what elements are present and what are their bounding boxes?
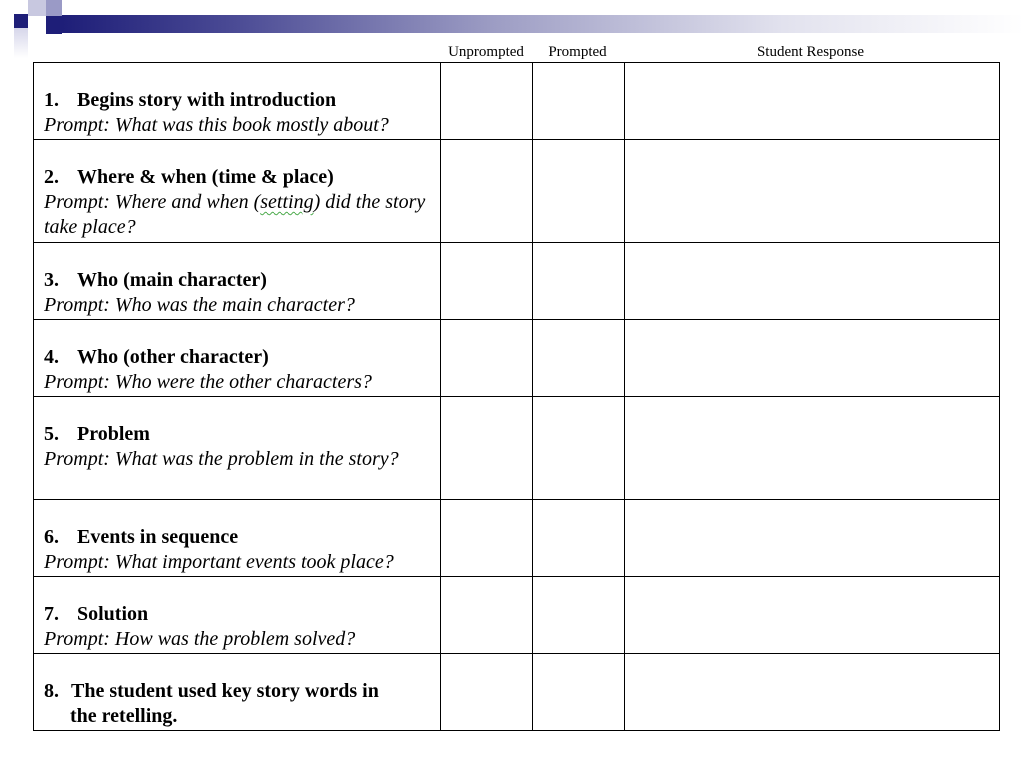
item-cell: [34, 654, 441, 731]
table-row: [34, 320, 1000, 397]
item-cell: [34, 320, 441, 397]
prompted-cell[interactable]: [533, 654, 625, 731]
table-row: [34, 577, 1000, 654]
item-title: Problem: [77, 423, 150, 445]
student-response-cell[interactable]: [625, 654, 1000, 731]
item-number: 3.: [44, 269, 59, 291]
student-response-cell[interactable]: [625, 63, 1000, 140]
header-square-decoration: [14, 14, 28, 28]
student-response-cell[interactable]: [625, 140, 1000, 243]
spellcheck-flagged-word: setting: [260, 191, 314, 213]
item-cell: [34, 243, 441, 320]
unprompted-cell[interactable]: [441, 654, 533, 731]
unprompted-cell[interactable]: [441, 500, 533, 577]
header-square-decoration: [28, 0, 46, 16]
item-number: 1.: [44, 89, 59, 111]
retelling-checklist-table: [33, 62, 1000, 731]
item-number: 6.: [44, 526, 59, 548]
student-response-cell[interactable]: [625, 500, 1000, 577]
item-title: Who (other character): [77, 346, 269, 368]
item-prompt: Prompt: What important events took place?: [44, 551, 394, 573]
column-header-student-response: Student Response: [756, 44, 865, 60]
prompted-cell[interactable]: [533, 63, 625, 140]
item-title: Events in sequence: [77, 526, 239, 548]
table-row: [34, 243, 1000, 320]
item-cell: [34, 577, 441, 654]
prompted-cell[interactable]: [533, 397, 625, 500]
unprompted-cell[interactable]: [441, 577, 533, 654]
unprompted-cell[interactable]: [441, 320, 533, 397]
header-square-decoration: [46, 16, 62, 34]
item-title: The student used key story words in: [71, 680, 379, 702]
student-response-cell[interactable]: [625, 397, 1000, 500]
prompted-cell[interactable]: [533, 320, 625, 397]
prompted-cell[interactable]: [533, 140, 625, 243]
table-row: [34, 500, 1000, 577]
prompted-cell[interactable]: [533, 243, 625, 320]
item-cell: [34, 140, 441, 243]
unprompted-cell[interactable]: [441, 140, 533, 243]
item-number: 8.: [44, 680, 59, 702]
item-number: 2.: [44, 166, 59, 188]
header-square-decoration: [28, 16, 46, 34]
prompted-cell[interactable]: [533, 500, 625, 577]
item-cell: [34, 500, 441, 577]
item-title: Who (main character): [77, 269, 267, 291]
table-row: [34, 140, 1000, 243]
item-prompt: Prompt: What was the problem in the story?: [44, 448, 399, 470]
table-row: [34, 654, 1000, 731]
column-header-unprompted: Unprompted: [448, 44, 524, 60]
item-prompt: Prompt: How was the problem solved?: [44, 628, 356, 650]
header-gradient-bar: [62, 15, 1024, 33]
item-title-continued: the retelling.: [70, 705, 178, 727]
item-number: 5.: [44, 423, 59, 445]
unprompted-cell[interactable]: [441, 243, 533, 320]
prompted-cell[interactable]: [533, 577, 625, 654]
item-cell: [34, 397, 441, 500]
student-response-cell[interactable]: [625, 320, 1000, 397]
item-number: 4.: [44, 346, 59, 368]
student-response-cell[interactable]: [625, 577, 1000, 654]
item-prompt: Prompt: Where and when (setting) did the story take place?: [44, 191, 426, 238]
item-prompt: Prompt: Who was the main character?: [44, 294, 355, 316]
unprompted-cell[interactable]: [441, 63, 533, 140]
item-number: 7.: [44, 603, 59, 625]
unprompted-cell[interactable]: [441, 397, 533, 500]
item-title: Solution: [77, 603, 149, 625]
item-title: Where & when (time & place): [77, 166, 334, 188]
column-header-prompted: Prompted: [548, 44, 607, 60]
item-cell: [34, 63, 441, 140]
header-square-decoration: [46, 0, 62, 16]
table-row: [34, 397, 1000, 500]
slide-header-decoration: [0, 0, 1024, 34]
item-prompt: Prompt: What was this book mostly about?: [44, 114, 389, 136]
item-title: Begins story with introduction: [77, 89, 337, 111]
table-row: [34, 63, 1000, 140]
student-response-cell[interactable]: [625, 243, 1000, 320]
header-fade-decoration: [14, 28, 28, 58]
item-prompt: Prompt: Who were the other characters?: [44, 371, 372, 393]
